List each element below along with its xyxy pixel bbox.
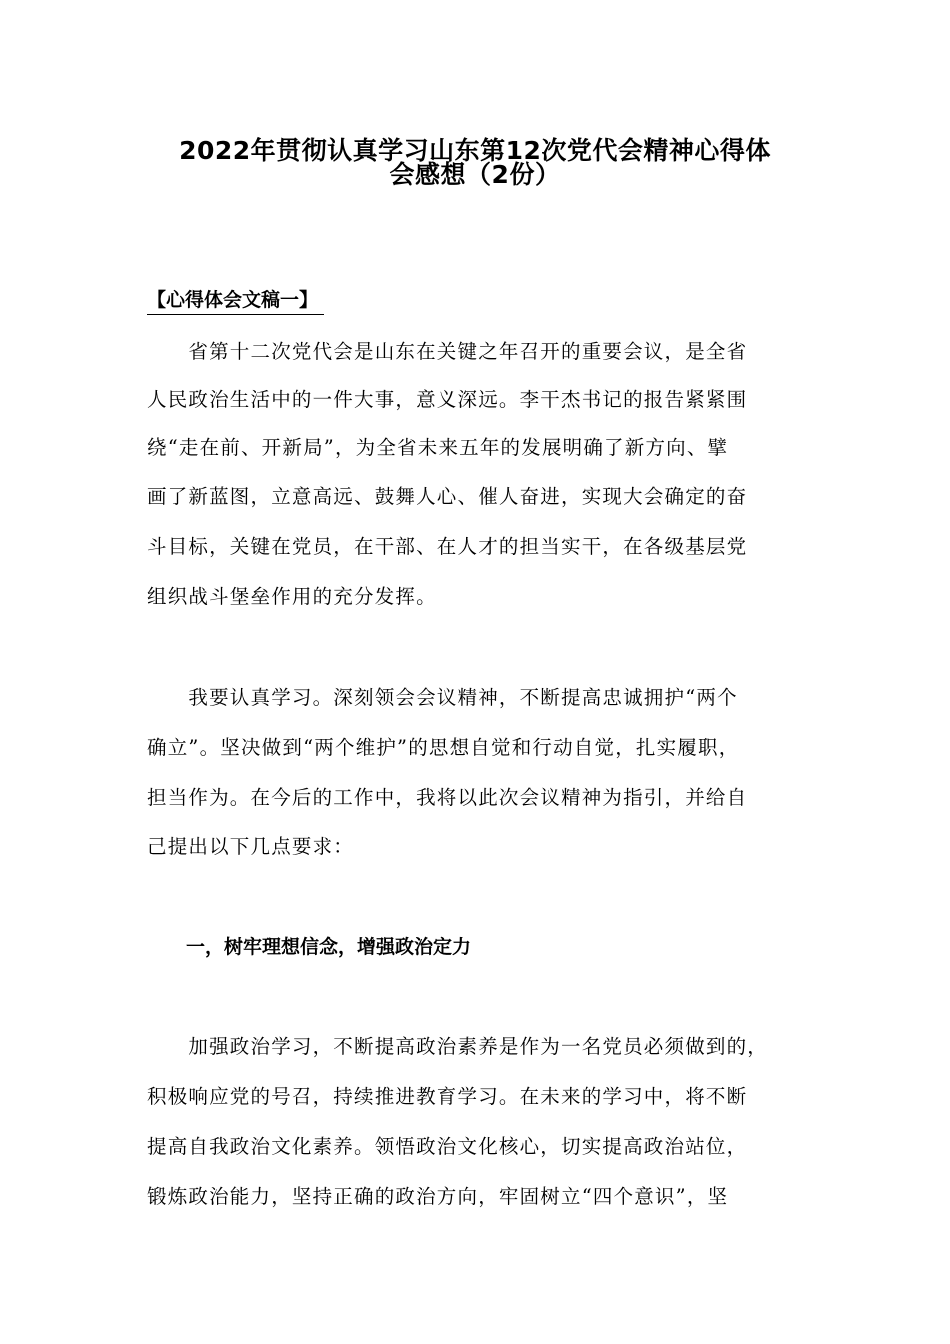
section-heading-1: 一，树牢理想信念，增强政治定力	[186, 936, 472, 958]
paragraph-2-line: 己提出以下几点要求：	[147, 835, 355, 858]
document-title-line-2: 会感想（2份）	[389, 160, 561, 189]
paragraph-2-line: 我要认真学习。深刻领会会议精神，不断提高忠诚拥护“两个	[147, 686, 738, 709]
paragraph-1-line: 斗目标，关键在党员，在干部、在人才的担当实干，在各级基层党	[147, 535, 748, 558]
section-tag: 【心得体会文稿一】	[147, 286, 324, 315]
paragraph-3-line: 提高自我政治文化素养。领悟政治文化核心，切实提高政治站位，	[147, 1135, 748, 1158]
paragraph-3-line: 积极响应党的号召，持续推进教育学习。在未来的学习中，将不断	[147, 1085, 748, 1108]
paragraph-1-line: 人民政治生活中的一件大事，意义深远。李干杰书记的报告紧紧围	[147, 388, 748, 411]
paragraph-3-line: 锻炼政治能力，坚持正确的政治方向，牢固树立“四个意识”，坚	[147, 1185, 729, 1208]
paragraph-1-line: 组织战斗堡垒作用的充分发挥。	[147, 585, 437, 608]
paragraph-2-line: 担当作为。在今后的工作中，我将以此次会议精神为指引，并给自	[147, 786, 748, 809]
paragraph-1-line: 画了新蓝图，立意高远、鼓舞人心、催人奋进，实现大会确定的奋	[147, 485, 748, 508]
paragraph-3-line: 加强政治学习，不断提高政治素养是作为一名党员必须做到的，	[147, 1035, 769, 1058]
paragraph-2-line: 确立”。坚决做到“两个维护”的思想自觉和行动自觉，扎实履职，	[147, 736, 740, 759]
paragraph-1-line: 省第十二次党代会是山东在关键之年召开的重要会议，是全省	[147, 340, 748, 363]
paragraph-1-line: 绕“走在前、开新局”，为全省未来五年的发展明确了新方向、擘	[147, 436, 729, 459]
document-title-line-1: 2022年贯彻认真学习山东第12次党代会精神心得体	[179, 136, 771, 165]
